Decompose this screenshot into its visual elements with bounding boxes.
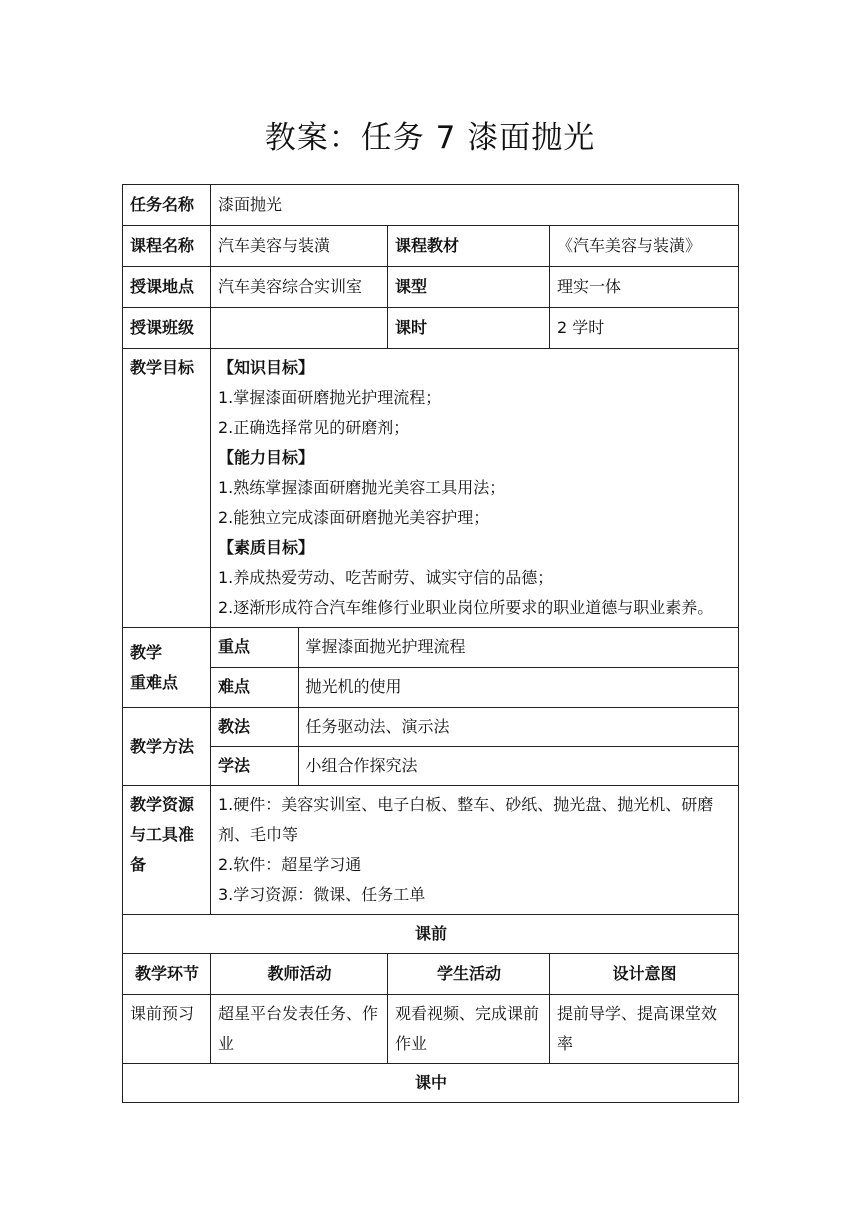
goals-label: 教学目标 — [123, 349, 211, 628]
teaching-method-value: 任务驱动法、演示法 — [298, 708, 738, 747]
pre-class-row — [123, 995, 739, 1064]
key-point-value: 掌握漆面抛光护理流程 — [298, 628, 738, 667]
resources-label: 教学资源与工具准备 — [123, 786, 211, 915]
focus-label-line: 教学 — [130, 642, 163, 662]
focus-label — [123, 628, 211, 708]
difficult-point-label: 难点 — [211, 667, 298, 707]
task-name-label: 任务名称 — [123, 185, 211, 226]
textbook-label: 课程教材 — [388, 226, 550, 267]
class-label: 授课班级 — [123, 308, 211, 349]
pre-class-section-label: 课前 — [123, 915, 739, 954]
header-student-activity: 学生活动 — [388, 954, 550, 995]
textbook-value: 《汽车美容与装潢》 — [550, 226, 739, 267]
goals-line: 【素质目标】 — [218, 538, 315, 557]
resources-row — [123, 786, 739, 915]
lesson-plan-table — [122, 184, 739, 1103]
focus-content — [211, 628, 739, 708]
in-class-section-label: 课中 — [123, 1064, 739, 1103]
class-value — [211, 308, 388, 349]
goals-line: 2.能独立完成漆面研磨抛光美容护理； — [218, 508, 490, 527]
goals-line: 1.掌握漆面研磨抛光护理流程； — [218, 388, 442, 407]
course-value: 汽车美容与装潢 — [211, 226, 388, 267]
learning-method-label: 学法 — [211, 747, 298, 786]
resources-line: 1.硬件：美容实训室、电子白板、整车、砂纸、抛光盘、抛光机、研磨剂、毛巾等 — [218, 795, 714, 844]
goals-line: 2.逐渐形成符合汽车维修行业职业岗位所要求的职业道德与职业素养。 — [218, 598, 714, 617]
resources-content — [211, 786, 739, 915]
methods-content — [211, 708, 739, 786]
resources-line: 3.学习资源：微课、任务工单 — [218, 885, 426, 904]
goals-row — [123, 349, 739, 628]
student-activity-cell: 观看视频、完成课前作业 — [388, 995, 550, 1064]
design-intent-cell: 提前导学、提高课堂效率 — [550, 995, 739, 1064]
goals-line: 2.正确选择常见的研磨剂； — [218, 418, 410, 437]
learning-method-value: 小组合作探究法 — [298, 747, 738, 786]
task-name-row — [123, 185, 739, 226]
focus-row — [123, 628, 739, 708]
location-row — [123, 267, 739, 308]
goals-content — [211, 349, 739, 628]
teacher-activity-cell: 超星平台发表任务、作业 — [211, 995, 388, 1064]
focus-subtable — [211, 628, 738, 707]
hours-value: 2 学时 — [550, 308, 739, 349]
header-design-intent: 设计意图 — [550, 954, 739, 995]
goals-line: 【能力目标】 — [218, 448, 315, 467]
header-teacher-activity: 教师活动 — [211, 954, 388, 995]
in-class-section-row — [123, 1064, 739, 1103]
difficult-point-value: 抛光机的使用 — [298, 667, 738, 707]
methods-label: 教学方法 — [123, 708, 211, 786]
course-type-value: 理实一体 — [550, 267, 739, 308]
goals-line: 1.养成热爱劳动、吃苦耐劳、诚实守信的品德； — [218, 568, 554, 587]
pre-class-section-row — [123, 915, 739, 954]
course-type-label: 课型 — [388, 267, 550, 308]
goals-line: 1.熟练掌握漆面研磨抛光美容工具用法； — [218, 478, 506, 497]
methods-row — [123, 708, 739, 786]
course-label: 课程名称 — [123, 226, 211, 267]
location-value: 汽车美容综合实训室 — [211, 267, 388, 308]
page-title: 教案：任务 7 漆面抛光 — [264, 120, 596, 156]
course-row — [123, 226, 739, 267]
teaching-method-label: 教法 — [218, 717, 251, 736]
goals-line: 【知识目标】 — [218, 358, 315, 377]
location-label: 授课地点 — [123, 267, 211, 308]
pre-class-header-row — [123, 954, 739, 995]
hours-label: 课时 — [388, 308, 550, 349]
key-point-label: 重点 — [218, 637, 251, 657]
header-stage: 教学环节 — [123, 954, 211, 995]
focus-label-line: 重难点 — [130, 672, 179, 692]
resources-line: 2.软件：超星学习通 — [218, 855, 362, 874]
class-row — [123, 308, 739, 349]
stage-cell: 课前预习 — [123, 995, 211, 1064]
task-name-value: 漆面抛光 — [211, 185, 739, 226]
methods-subtable — [211, 708, 738, 785]
